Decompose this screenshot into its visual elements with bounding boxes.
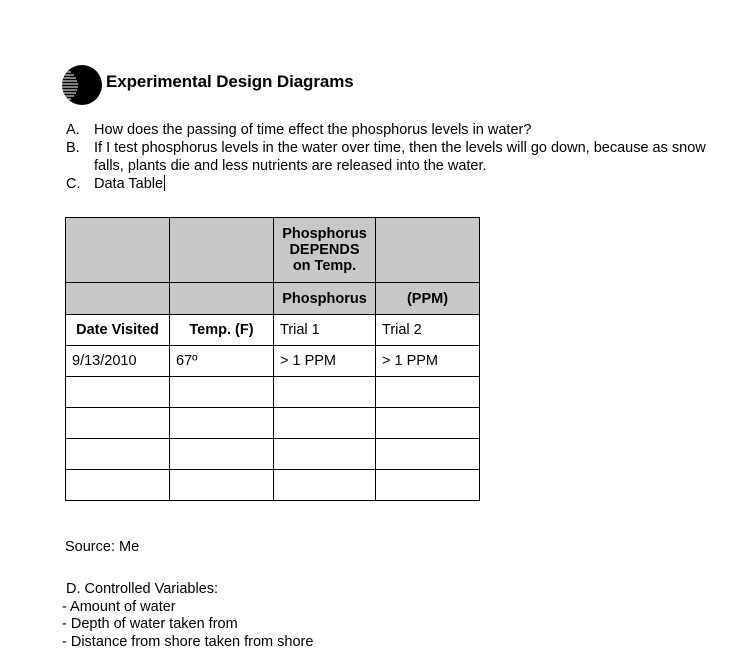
table-cell: 9/13/2010 (66, 346, 170, 377)
controlled-variables (62, 581, 313, 651)
table-cell (274, 408, 376, 439)
table-row (66, 346, 480, 377)
table-cell: Temp. (F) (170, 315, 274, 346)
table-cell: Trial 1 (274, 315, 376, 346)
list-marker: C. (66, 176, 81, 192)
table-row (66, 283, 480, 315)
table-cell (170, 218, 274, 283)
list-item-text: Data Table (94, 176, 164, 192)
page-title: Experimental Design Diagrams (106, 72, 354, 91)
table-row (66, 470, 480, 501)
table-row (66, 439, 480, 470)
table-row (66, 218, 480, 283)
table-cell (170, 408, 274, 439)
table-cell (66, 283, 170, 315)
list-item: - Depth of water taken from (62, 616, 238, 632)
list-item-text: If I test phosphorus levels in the water over time, then the levels will go down, because as snow falls, plants die and less nutrients are released into the water. (94, 140, 706, 174)
table-cell (170, 283, 274, 315)
table-cell (376, 408, 480, 439)
list-item-b (66, 139, 706, 175)
table-cell (376, 470, 480, 501)
table-cell (274, 470, 376, 501)
table-cell (170, 439, 274, 470)
table-cell (66, 408, 170, 439)
table-cell: Date Visited (66, 315, 170, 346)
half-sphere-logo-icon (61, 64, 103, 106)
list-marker: A. (66, 122, 80, 138)
table-cell (66, 470, 170, 501)
table-cell (376, 439, 480, 470)
controlled-variables-heading: D. Controlled Variables: (66, 581, 219, 597)
table-row (66, 377, 480, 408)
list-item: - Amount of water (62, 598, 176, 615)
list-marker: B. (66, 140, 80, 156)
table-cell (274, 377, 376, 408)
table-cell: > 1 PPM (376, 346, 480, 377)
table-cell (376, 377, 480, 408)
table-cell (66, 439, 170, 470)
table-cell (66, 218, 170, 283)
list-item-c[interactable] (66, 175, 706, 193)
list-item: - Distance from shore taken from shore (62, 633, 314, 650)
table-cell: Phosphorus (274, 283, 376, 315)
list-item-text: How does the passing of time effect the phosphorus levels in water? (94, 122, 532, 138)
table-cell: Trial 2 (376, 315, 480, 346)
table-cell (170, 377, 274, 408)
table-cell (274, 439, 376, 470)
table-row (66, 408, 480, 439)
table-cell: Phosphorus DEPENDS on Temp. (274, 218, 376, 283)
table-cell (170, 470, 274, 501)
table-cell: (PPM) (376, 283, 480, 315)
text-cursor (164, 175, 165, 191)
data-table (65, 217, 480, 501)
table-cell: 67º (170, 346, 274, 377)
list-item-a (66, 121, 706, 139)
question-list (66, 121, 706, 193)
table-cell (376, 218, 480, 283)
table-row (66, 315, 480, 346)
source-line: Source: Me (65, 539, 140, 555)
table-cell: > 1 PPM (274, 346, 376, 377)
table-cell (66, 377, 170, 408)
